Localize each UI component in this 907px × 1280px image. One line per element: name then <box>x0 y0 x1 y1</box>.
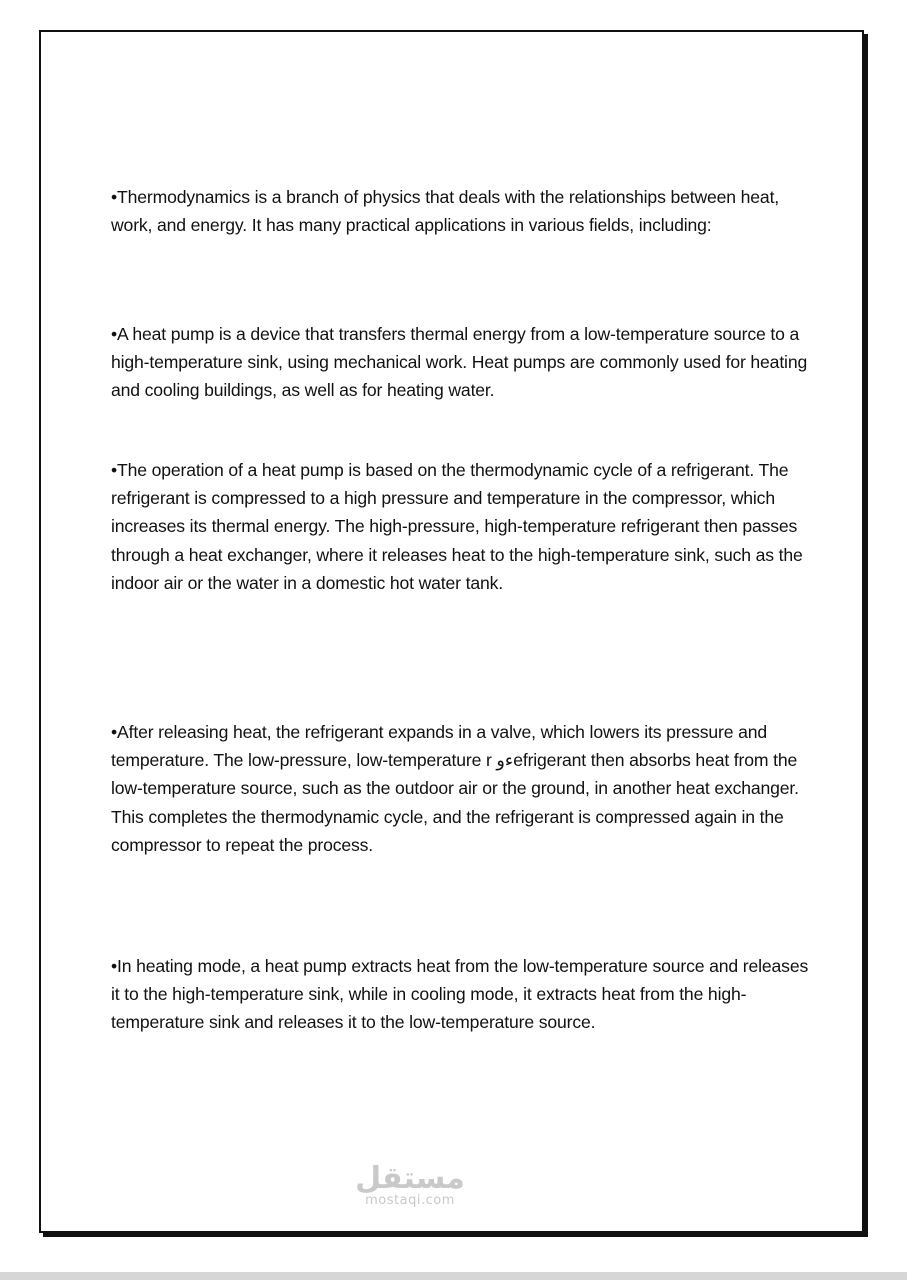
document-page <box>39 30 864 1233</box>
paragraph-thermodynamics-intro: •Thermodynamics is a branch of physics that deals with the relationships between heat, work, and energy. It has many practical applications in various fields, including: <box>111 187 780 236</box>
paragraph-heat-pump-operation: •The operation of a heat pump is based on the thermodynamic cycle of a refrigerant. The refrigerant is compressed to a high pressure and temperature in the compressor, which increases its thermal energy. The high-pressure, high-temperature refrigerant then passes through a heat exchanger, where it releases heat to the high-temperature sink, such as the indoor air or the water in a domestic hot water tank. <box>111 460 803 593</box>
watermark-logo: مستقل <box>355 1161 465 1196</box>
paragraph-heating-cooling-modes: •In heating mode, a heat pump extracts heat from the low-temperature source and releases it to the high-temperature sink, while in cooling mode, it extracts heat from the high-temperature sink and releases it to the low-temperature source. <box>111 956 809 1033</box>
bottom-scroll-strip <box>0 1272 907 1280</box>
watermark <box>350 1162 470 1208</box>
watermark-url: mostaqi.com <box>365 1193 455 1208</box>
paragraph-refrigerant-expansion: •After releasing heat, the refrigerant expands in a valve, which lowers its pressure and temperature. The low-pressure, low-temperature r ءوefrigerant then absorbs heat from the low-temperature source, such as the outdoor air or the ground, in another heat exchanger. This completes the thermodynamic cycle, and the refrigerant is compressed again in the compressor to repeat the process. <box>111 722 799 855</box>
paragraph-heat-pump-definition: •A heat pump is a device that transfers thermal energy from a low-temperature source to a high-temperature sink, using mechanical work. Heat pumps are commonly used for heating and cooling buildings, as well as for heating water. <box>111 324 808 401</box>
